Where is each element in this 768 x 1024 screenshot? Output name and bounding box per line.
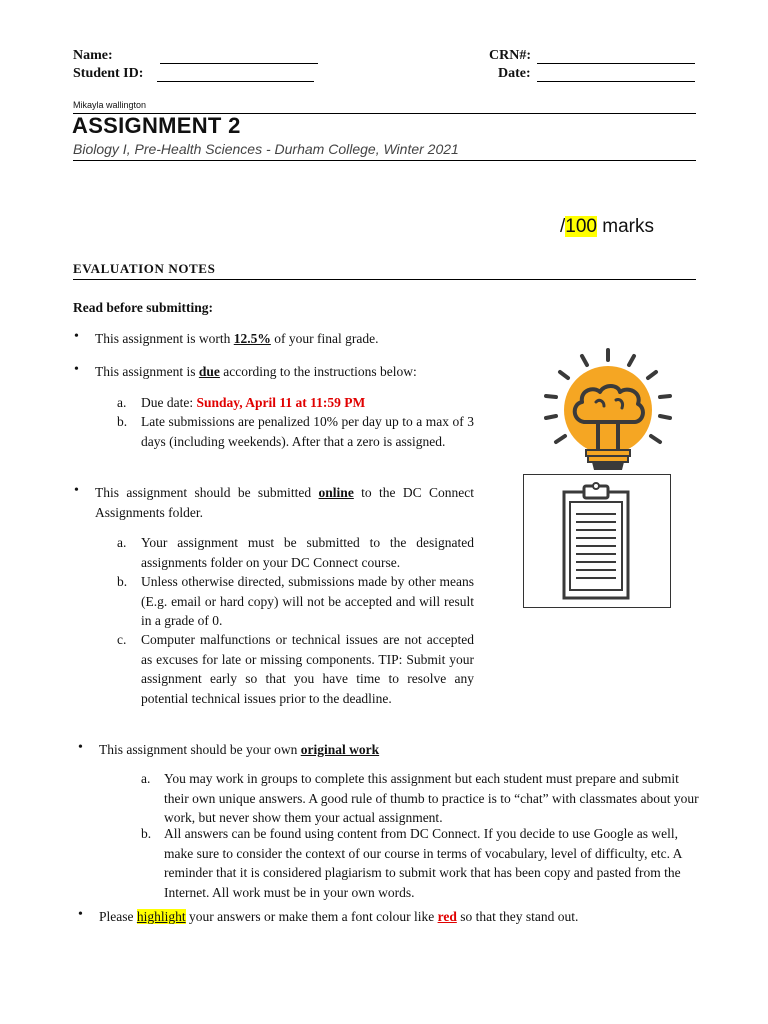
- list-marker: c.: [117, 632, 127, 647]
- section-rule: [73, 279, 696, 280]
- bullet-marker: •: [74, 483, 79, 498]
- original-work-emphasis: original work: [300, 742, 380, 757]
- late-policy-item: Late submissions are penalized 10% per day up to a max of 3 days (including weekends). After that a zero is assigned.: [141, 414, 474, 449]
- list-marker: a.: [117, 395, 127, 410]
- bullet-due: [95, 362, 417, 382]
- clipboard-icon: [556, 480, 636, 604]
- bullet-online: [95, 483, 474, 522]
- read-before-heading: Read before submitting:: [73, 300, 213, 315]
- bullet-marker: •: [74, 329, 79, 344]
- page-title: ASSIGNMENT 2: [72, 113, 241, 138]
- due-date-value: Sunday, April 11 at 11:59 PM: [196, 395, 366, 410]
- original-item-b: All answers can be found using content from DC Connect. If you decide to use Google as well, make sure to consider the context of our course in terms of vocabulary, level of difficulty, etc. A reminder that it is considered plagiarism to submit work that has been copy and pasted from the Internet. All work must be in your own words.: [164, 826, 682, 900]
- bullet-original-pre: This assignment should be your own: [99, 742, 301, 757]
- author-name: Mikayla wallington: [73, 100, 147, 110]
- crn-label: CRN#:: [489, 48, 531, 63]
- due-date-item: [141, 393, 365, 413]
- list-marker: b.: [117, 574, 128, 589]
- bullet-online-post: to the DC Connect Assignments folder.: [95, 485, 474, 520]
- online-item-a: Your assignment must be submitted to the designated assignments folder on your DC Connect course.: [141, 535, 474, 570]
- bullet-marker: •: [74, 362, 79, 377]
- online-emphasis: online: [318, 485, 354, 500]
- lightbulb-brain-icon: [538, 346, 678, 476]
- name-label: Name:: [73, 48, 113, 63]
- crn-line[interactable]: [537, 63, 695, 64]
- due-date-label: Due date:: [141, 395, 197, 410]
- bullet-weight-pre: This assignment is worth: [95, 331, 234, 346]
- title-rule-bottom: [73, 160, 696, 161]
- date-label: Date:: [498, 66, 531, 81]
- student-id-line[interactable]: [157, 81, 314, 82]
- name-line[interactable]: [160, 63, 318, 64]
- marks-total: [560, 216, 654, 238]
- page-subtitle: Biology I, Pre-Health Sciences - Durham College, Winter 2021: [73, 141, 459, 157]
- bullet-highlight-post: so that they stand out.: [456, 909, 579, 924]
- list-marker: a.: [141, 771, 151, 786]
- list-marker: b.: [141, 826, 152, 841]
- bullet-marker: •: [78, 907, 83, 922]
- student-id-label: Student ID:: [73, 66, 144, 81]
- weight-value: 12.5%: [233, 331, 271, 346]
- bullet-highlight: [99, 907, 578, 927]
- marks-unit: marks: [596, 216, 654, 237]
- bullet-highlight-pre: Please: [99, 909, 137, 924]
- marks-slash: /: [560, 216, 566, 237]
- bullet-highlight-mid: your answers or make them a font colour like: [185, 909, 438, 924]
- bullet-original: [99, 740, 379, 760]
- red-word: red: [437, 909, 457, 924]
- bullet-due-pre: This assignment is: [95, 364, 199, 379]
- list-marker: a.: [117, 535, 127, 550]
- online-item-c: Computer malfunctions or technical issues are not accepted as excuses for late or missing components. TIP: Submit your assignment early so that you have time to resolve any potential technical issues prior to the deadline.: [141, 632, 474, 706]
- original-item-a: You may work in groups to complete this assignment but each student must prepare and submit their own unique answers. A good rule of thumb to practice is to “chat” with classmates about your work, but never show them your actual assignment.: [164, 771, 699, 825]
- bullet-online-pre: This assignment should be submitted: [95, 485, 319, 500]
- bullet-due-post: according to the instructions below:: [219, 364, 417, 379]
- date-line[interactable]: [537, 81, 695, 82]
- bullet-weight: [95, 329, 378, 349]
- section-heading: EVALUATION NOTES: [73, 261, 216, 276]
- list-marker: b.: [117, 414, 128, 429]
- bullet-weight-post: of your final grade.: [270, 331, 379, 346]
- bullet-marker: •: [78, 740, 83, 755]
- marks-value: 100: [565, 216, 597, 237]
- online-item-b: Unless otherwise directed, submissions made by other means (E.g. email or hard copy) will not be accepted and will result in a grade of 0.: [141, 574, 474, 628]
- highlight-word: highlight: [136, 909, 186, 924]
- due-emphasis: due: [198, 364, 220, 379]
